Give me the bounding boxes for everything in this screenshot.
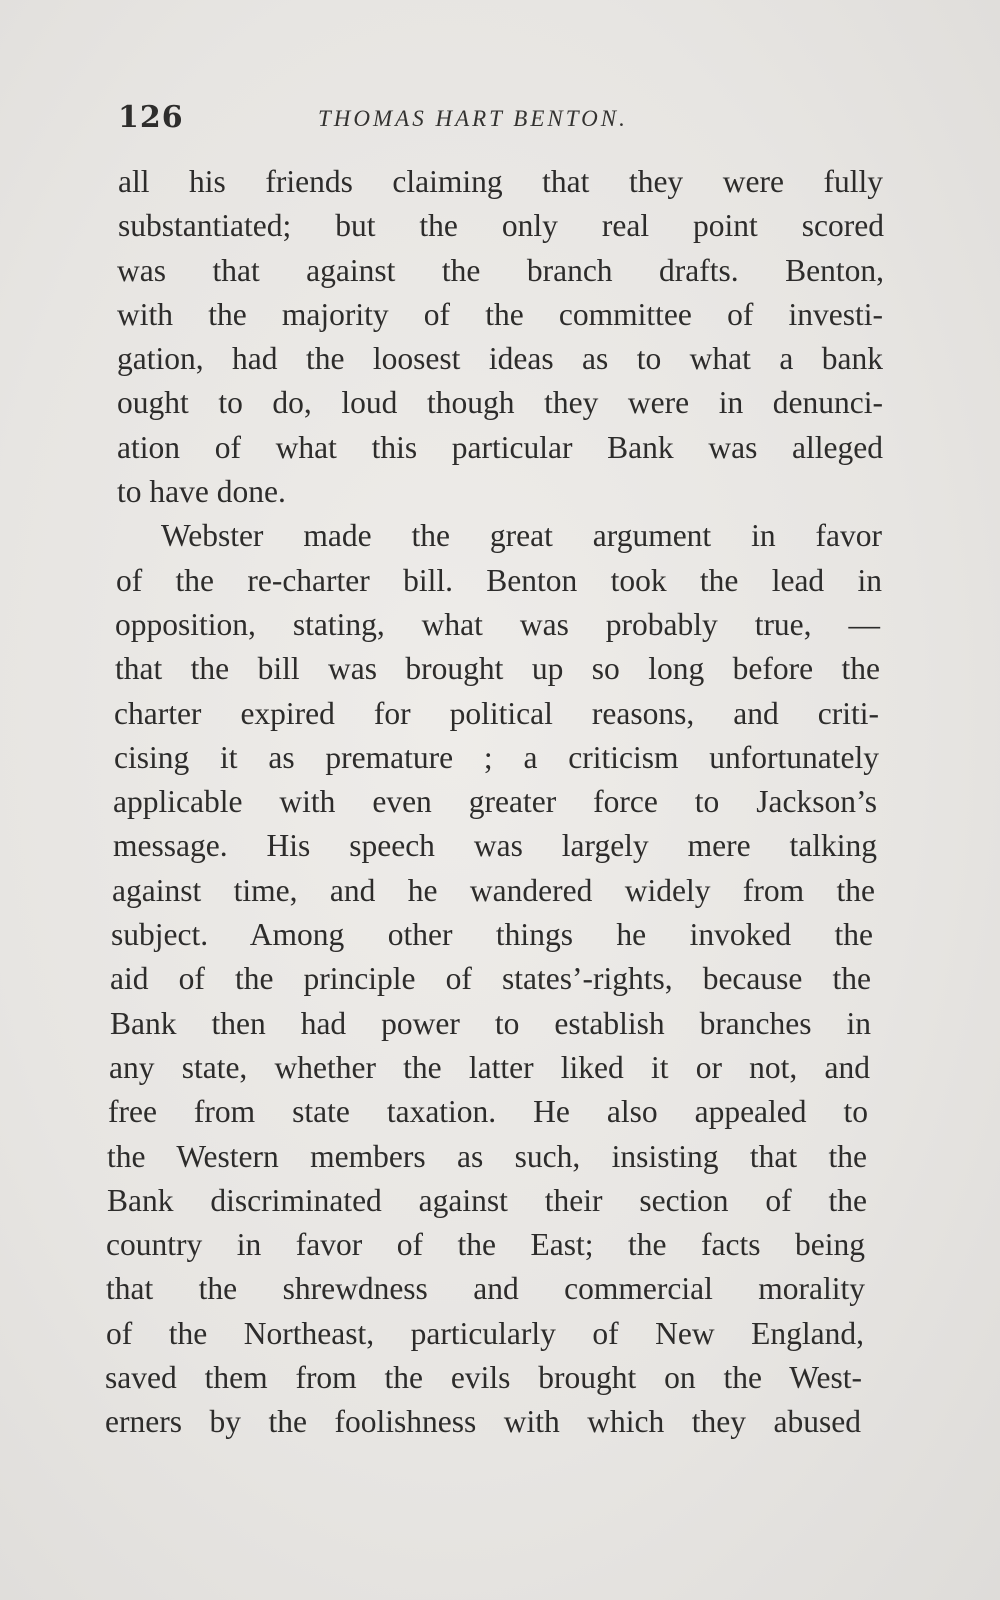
text-line: cising it as premature ; a criticism unfortunately (114, 739, 879, 775)
text-line: that the bill was brought up so long before the (115, 651, 880, 687)
text-line: aid of the principle of states’-rights, because the (110, 961, 871, 997)
text-line: against time, and he wandered widely from the (112, 872, 875, 908)
text-line: ought to do, loud though they were in denunci- (117, 385, 883, 421)
text-line: opposition, stating, what was probably true, — (115, 606, 880, 642)
text-line: with the majority of the committee of investi- (117, 296, 883, 332)
text-line: message. His speech was largely mere talking (113, 828, 877, 864)
text-line: erners by the foolishness with which they abused (105, 1404, 861, 1440)
text-line: subject. Among other things he invoked the (111, 917, 873, 953)
text-line: to have done. (117, 474, 286, 510)
text-line: gation, had the loosest ideas as to what a bank (117, 341, 883, 377)
paragraph-2 (105, 514, 888, 1444)
text-line: all his friends claiming that they were fully (118, 164, 883, 199)
text-line: any state, whether the latter liked it or not, and (109, 1049, 870, 1085)
text-line: Bank discriminated against their section of the (107, 1182, 867, 1218)
running-head: THOMAS HART BENTON. (318, 106, 628, 131)
text-line: Bank then had power to establish branches in (110, 1005, 871, 1041)
text-line: saved them from the evils brought on the West- (105, 1360, 862, 1396)
text-line: the Western members as such, insisting that the (107, 1138, 867, 1174)
body-text (105, 160, 888, 1445)
text-line: substantiated; but the only real point scored (118, 208, 884, 244)
page-number: 126 (118, 100, 184, 135)
text-line: charter expired for political reasons, and criti- (114, 695, 879, 731)
text-line: country in favor of the East; the facts being (106, 1227, 865, 1263)
page-header (118, 100, 888, 140)
text-line: that the shrewdness and commercial morality (106, 1271, 865, 1307)
paragraph-1 (108, 160, 888, 514)
text-line: Webster made the great argument in favor (161, 518, 882, 554)
text-line: was that against the branch drafts. Benton, (117, 252, 884, 288)
text-line: of the re-charter bill. Benton took the lead in (116, 562, 882, 598)
text-line: ation of what this particular Bank was alleged (117, 429, 883, 465)
text-line: of the Northeast, particularly of New England, (106, 1315, 864, 1351)
text-line: applicable with even greater force to Jackson’s (113, 784, 877, 820)
text-line: free from state taxation. He also appealed to (108, 1094, 868, 1130)
